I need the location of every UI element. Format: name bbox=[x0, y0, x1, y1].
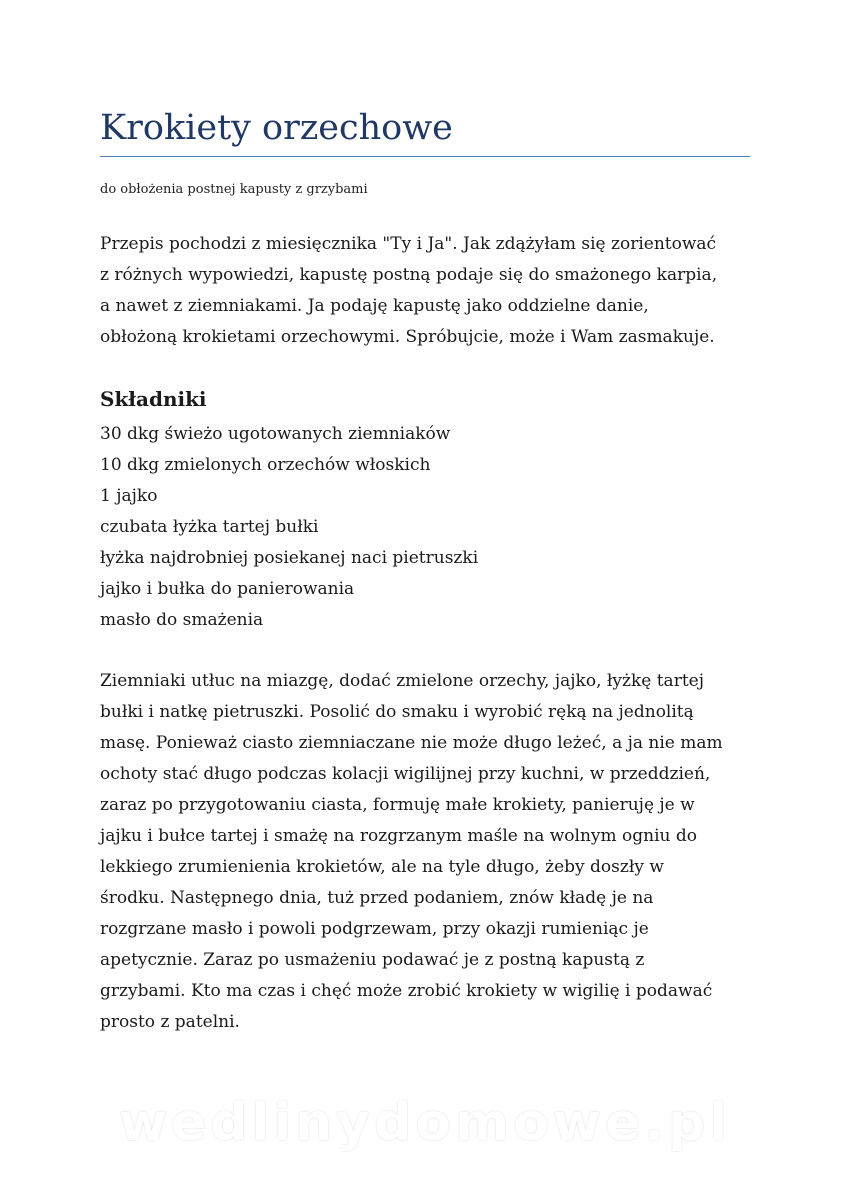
method-line: Ziemniaki utłuc na miazgę, dodać zmielone orzechy, jajko, łyżkę tartej bbox=[100, 671, 704, 691]
ingredient-item: 1 jajko bbox=[100, 486, 158, 506]
method-line: lekkiego zrumienienia krokietów, ale na tyle długo, żeby doszły w bbox=[100, 857, 664, 877]
ingredients-heading: Składniki bbox=[100, 387, 207, 411]
ingredient-item: 10 dkg zmielonych orzechów włoskich bbox=[100, 455, 431, 475]
page-subtitle: do obłożenia postnej kapusty z grzybami bbox=[100, 182, 368, 197]
ingredients-list bbox=[100, 419, 478, 636]
method-paragraph bbox=[100, 666, 760, 1038]
method-line: prosto z patelni. bbox=[100, 1012, 240, 1032]
method-line: bułki i natkę pietruszki. Posolić do smaku i wyrobić ręką na jednolitą bbox=[100, 702, 694, 722]
intro-paragraph bbox=[100, 229, 760, 353]
method-line: rozgrzane masło i powoli podgrzewam, przy okazji rumieniąc je bbox=[100, 919, 649, 939]
watermark: wedlinydomowe.pl bbox=[118, 1093, 732, 1153]
method-line: jajku i bułce tartej i smażę na rozgrzanym maśle na wolnym ogniu do bbox=[100, 826, 698, 846]
method-line: zaraz po przygotowaniu ciasta, formuję małe krokiety, panieruję je w bbox=[100, 795, 695, 815]
method-line: ochoty stać długo podczas kolacji wigilijnej przy kuchni, w przeddzień, bbox=[100, 764, 711, 784]
intro-line: Przepis pochodzi z miesięcznika "Ty i Ja". Jak zdążyłam się zorientować bbox=[100, 234, 717, 254]
method-line: apetycznie. Zaraz po usmażeniu podawać je z postną kapustą z bbox=[100, 950, 645, 970]
title-underline-divider bbox=[100, 156, 750, 157]
intro-line: a nawet z ziemniakami. Ja podaję kapustę jako oddzielne danie, bbox=[100, 296, 649, 316]
ingredient-item: 30 dkg świeżo ugotowanych ziemniaków bbox=[100, 424, 451, 444]
intro-line: z różnych wypowiedzi, kapustę postną podaje się do smażonego karpia, bbox=[100, 265, 718, 285]
ingredient-item: łyżka najdrobniej posiekanej naci pietruszki bbox=[100, 548, 479, 568]
method-line: grzybami. Kto ma czas i chęć może zrobić krokiety w wigilię i podawać bbox=[100, 981, 713, 1001]
method-line: środku. Następnego dnia, tuż przed podaniem, znów kładę je na bbox=[100, 888, 654, 908]
intro-line: obłożoną krokietami orzechowymi. Spróbujcie, może i Wam zasmakuje. bbox=[100, 327, 715, 347]
ingredient-item: masło do smażenia bbox=[100, 610, 264, 630]
method-line: masę. Ponieważ ciasto ziemniaczane nie może długo leżeć, a ja nie mam bbox=[100, 733, 723, 753]
ingredient-item: jajko i bułka do panierowania bbox=[100, 579, 355, 599]
ingredient-item: czubata łyżka tartej bułki bbox=[100, 517, 319, 537]
page-title: Krokiety orzechowe bbox=[100, 108, 453, 148]
